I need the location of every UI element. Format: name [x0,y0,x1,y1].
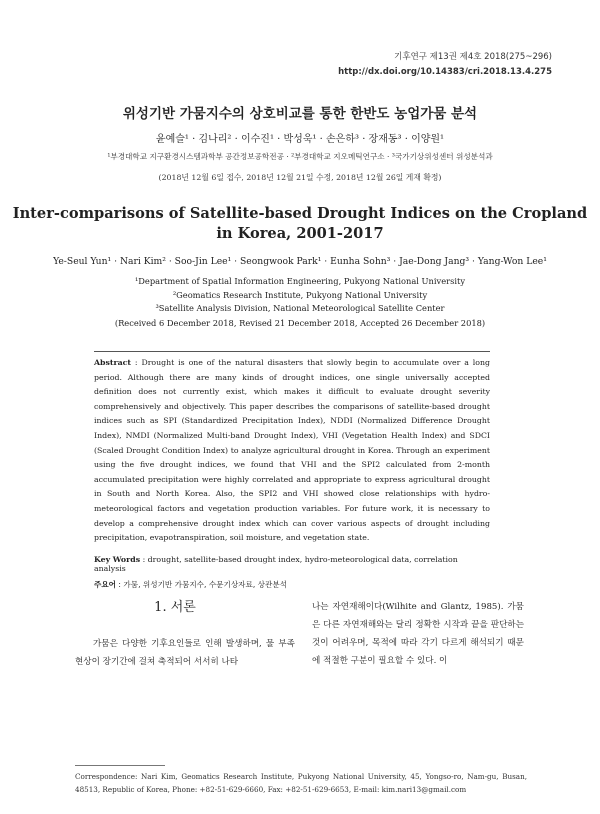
abstract [94,356,490,546]
keywords [94,555,490,573]
affiliation-2: ²Geomatics Research Institute, Pukyong National University [172,289,428,300]
abstract-section [94,351,490,590]
keywords-text: : drought, satellite-based drought index, hydro-meteorological data, correlation analysis [94,554,458,573]
english-affiliations [0,275,600,316]
english-title [0,204,600,244]
korean-keywords-label: 주요어 [94,579,117,589]
korean-affiliations: ¹부경대학교 지구환경시스템과학부 공간정보공학전공 · ²부경대학교 지오메틱연구소 · ³국가기상위성센터 위성분석과 [107,152,493,161]
body-column-right: 나는 자연재해이다(Wilhite and Glantz, 1985). 가뭄은 다른 자연재해와는 달리 정확한 시작과 끝을 판단하는 것이 어려우며, 목적에 따라 각기 다르게 해석되기 때문에 적절한 구분이 필요할 수 있다. 이 [312,602,524,666]
journal-volume-info: 기후연구 제13권 제4호 2018(275~296) [394,52,552,62]
affiliation-3: ³Satellite Analysis Division, National Meteorological Satellite Center [155,303,445,313]
korean-title: 위성기반 가뭄지수의 상호비교를 통한 한반도 농업가뭄 분석 [122,106,478,122]
footnote-divider [75,765,165,766]
abstract-label: Abstract [94,358,132,367]
abstract-text: : Drought is one of the natural disasters that slowly begin to accumulate over a long period. Although there are many kinds of drought indices, one single universally accepted definition does not currently exist, which makes it difficult to evaluate drought severity comprehensively and objectively. This paper describes the comparisons of satellite-based drought indices such as SPI (Standardized Precipitation Index), NDDI (Normalized Difference Drought Index), NMDI (Normalized Multi-band Drought Index), VHI (Vegetation Health Index) and SDCI (Scaled Drought Condition Index) to analyze agricultural drought in Korea. Through an experiment using the five drought indices, we found that VHI and the SPI2 calculated from 2-month accumulated precipitation were highly correlated and appropriate to express agricultural drought in South and North Korea. Also, the SPI2 and VHI showed close relationships with hydro-meteorological factors and vegetation production variables. For future work, it is necessary to develop a comprehensive drought index which can cover various aspects of drought including precipitation, evapotranspiration, soil moisture, and vegetation state. [94,358,490,543]
section-heading: 1. 서론 [154,600,196,615]
journal-header [338,50,552,80]
english-title-line1: Inter-comparisons of Satellite-based Drought Indices on the Cropland [12,205,588,222]
korean-authors: 윤예슬¹ · 김나리² · 이수진¹ · 박성욱¹ · 손은하³ · 장재동³ · 이양원¹ [155,134,445,145]
affiliation-1: ¹Department of Spatial Information Engineering, Pukyong National University [134,276,466,286]
keywords-label: Key Words [94,554,141,564]
english-authors: Ye-Seul Yun¹ · Nari Kim² · Soo-Jin Lee¹ · Seongwook Park¹ · Eunha Sohn³ · Jae-Dong Jang³ · Yang-Won Lee¹ [53,256,547,267]
body-column-left: 가뭄은 다양한 기후요인들로 인해 발생하며, 물 부족 현상이 장기간에 걸쳐 축적되어 서서히 나타 [75,639,295,667]
korean-dates: (2018년 12월 6일 접수, 2018년 12월 21일 수정, 2018년 12월 26일 게재 확정) [158,173,442,182]
korean-keywords-text: : 가뭄, 위성기반 가뭄지수, 수문기상자료, 상관분석 [116,579,288,589]
korean-keywords [94,579,490,590]
english-dates: (Received 6 December 2018, Revised 21 December 2018, Accepted 26 December 2018) [114,318,486,328]
doi-link[interactable]: http://dx.doi.org/10.14383/cri.2018.13.4.275 [338,67,552,77]
english-title-line2: in Korea, 2001-2017 [216,225,384,242]
correspondence-footnote: Correspondence: Nari Kim, Geomatics Research Institute, Pukyong National University, 45, Yongso-ro, Nam-gu, Busan, 48513, Republic of Korea, Phone: +82-51-629-6660, Fax: +82-51-629-6653, E-mail: kim.nari13@gmail.com [75,772,527,794]
